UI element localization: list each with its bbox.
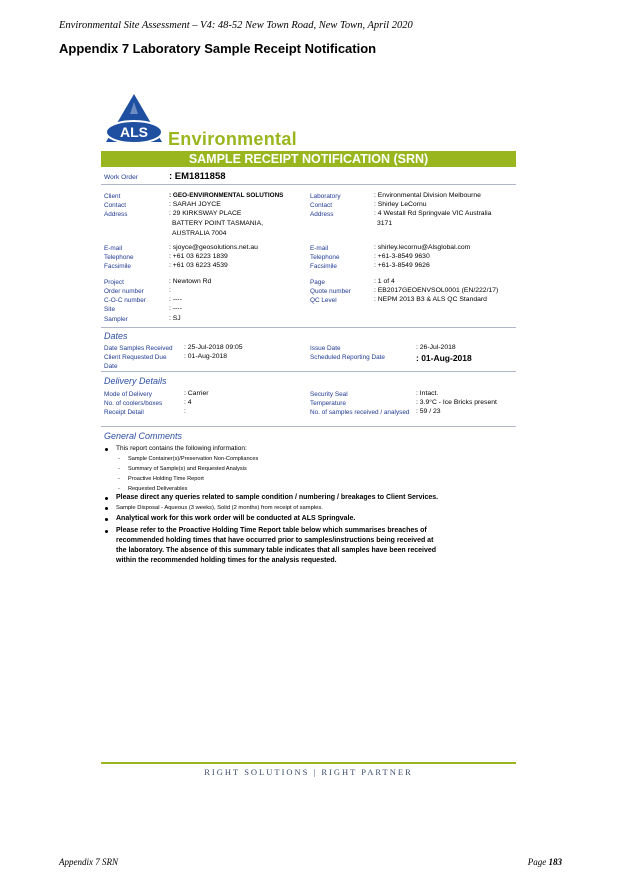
contact-value: : SARAH JOYCE (169, 201, 221, 208)
als-logo (102, 92, 166, 153)
project-value: : Newtown Rd (169, 278, 212, 285)
divider (101, 426, 516, 427)
comment-sub-item: Summary of Sample(s) and Requested Analysis (128, 466, 247, 472)
footer-page-number (480, 857, 562, 867)
quote-number-value: : EB2017GEOENVSOL0001 (EN/222/17) (374, 287, 499, 294)
footer-left: Appendix 7 SRN (59, 857, 118, 867)
footer-page-label: Page (527, 857, 547, 867)
receipt-detail-value: : (184, 408, 186, 415)
dash-icon: - (118, 456, 120, 462)
page-value: : 1 of 4 (374, 278, 395, 285)
site-label: Site (104, 306, 116, 313)
lab-email-value: : shirley.lecornu@Alsglobal.com (374, 244, 471, 251)
security-seal-value: : Intact. (416, 390, 439, 397)
order-number-value: : (169, 287, 171, 294)
contact-label: Contact (104, 202, 127, 209)
laboratory-label: Laboratory (310, 193, 341, 200)
client-requested-due-label: Client Requested Due (104, 354, 167, 361)
comment-sub-item: Requested Deliverables (128, 486, 188, 492)
address-line-3: AUSTRALIA 7004 (172, 230, 227, 237)
work-order-label: Work Order (104, 174, 138, 181)
srn-banner: SAMPLE RECEIPT NOTIFICATION (SRN) (101, 151, 516, 167)
comment-direct-queries: Please direct any queries related to sample condition / numbering / breakages to Client Services. (116, 494, 439, 501)
bullet-icon (105, 530, 108, 533)
qc-level-value: : NEPM 2013 B3 & ALS QC Standard (374, 296, 487, 303)
comment-sub-item: Sample Container(s)/Preservation Non-Compliances (128, 456, 259, 462)
dash-icon: - (118, 466, 120, 472)
samples-received-value: : 59 / 23 (416, 408, 441, 415)
document-header: Environmental Site Assessment – V4: 48-52 New Town Road, New Town, April 2020 (59, 20, 413, 31)
lab-email-label: E-mail (310, 245, 329, 252)
scheduled-reporting-date-label: Scheduled Reporting Date (310, 354, 385, 361)
lab-address-line-1: : 4 Westall Rd Springvale VIC Australia (374, 210, 492, 217)
lab-facsimile-label: Facsimile (310, 263, 337, 270)
telephone-value: : +61 03 6223 1839 (169, 253, 228, 260)
coolers-value: : 4 (184, 399, 192, 406)
qc-level-label: QC Level (310, 297, 337, 304)
dates-heading: Dates (104, 331, 128, 341)
address-line-2: BATTERY POINT TASMANIA, (172, 220, 264, 227)
facsimile-value: : +61 03 6223 4539 (169, 262, 228, 269)
date-received-label: Date Samples Received (104, 345, 173, 352)
footer-rule (101, 762, 516, 764)
facsimile-label: Facsimile (104, 263, 131, 270)
lab-address-line-2: 3171 (377, 220, 393, 227)
lab-telephone-value: : +61-3-8549 9630 (374, 253, 430, 260)
temperature-value: : 3.9°C - Ice Bricks present (416, 399, 497, 406)
email-value: : sjoyce@geosolutions.net.au (169, 244, 258, 251)
lab-telephone-label: Telephone (310, 254, 340, 261)
receipt-detail-label: Receipt Detail (104, 409, 144, 416)
client-label: Client (104, 193, 121, 200)
bullet-icon (105, 497, 108, 500)
comment-refer-line-2: recommended holding times that have occurred prior to samples/instructions being received at (116, 537, 434, 544)
dash-icon: - (118, 476, 120, 482)
divider (101, 371, 516, 372)
quote-number-label: Quote number (310, 288, 351, 295)
coc-number-label: C-O-C number (104, 297, 146, 304)
comment-refer-line-4: within the recommended holding times for the analysis requested. (116, 557, 337, 564)
client-requested-due-label-2: Date (104, 363, 118, 370)
appendix-title: Appendix 7 Laboratory Sample Receipt Notification (59, 41, 377, 56)
coc-number-value: : ---- (169, 296, 182, 303)
lab-address-label: Address (310, 211, 334, 218)
comment-refer-line-1: Please refer to the Proactive Holding Time Report table below which summarises breaches of (116, 527, 427, 534)
order-number-label: Order number (104, 288, 144, 295)
issue-date-label: Issue Date (310, 345, 341, 352)
comment-analytical: Analytical work for this work order will be conducted at ALS Springvale. (116, 515, 356, 522)
divider (101, 327, 516, 328)
bullet-icon (105, 518, 108, 521)
comment-disposal: Sample Disposal - Aqueous (3 weeks), Solid (2 months) from receipt of samples. (116, 505, 323, 511)
bullet-icon (105, 507, 108, 510)
site-value: : ---- (169, 305, 182, 312)
comment-sub-item: Proactive Holding Time Report (128, 476, 204, 482)
brand-environmental: Environmental (168, 129, 297, 149)
logo-text: ALS (120, 124, 148, 140)
comment-refer-line-3: the laboratory. The absence of this summary table indicates that all samples have been received (116, 547, 437, 554)
temperature-label: Temperature (310, 400, 346, 407)
work-order-value: : EM1811858 (169, 171, 226, 182)
bullet-icon (105, 448, 108, 451)
telephone-label: Telephone (104, 254, 134, 261)
security-seal-label: Security Seal (310, 391, 348, 398)
scheduled-reporting-date-value: : 01-Aug-2018 (416, 353, 472, 363)
dash-icon: - (118, 486, 120, 492)
lab-facsimile-value: : +61-3-8549 9626 (374, 262, 430, 269)
lab-contact-label: Contact (310, 202, 333, 209)
divider (101, 184, 516, 185)
footer-page-value: 183 (548, 857, 562, 867)
tagline: RIGHT SOLUTIONS | RIGHT PARTNER (204, 767, 413, 777)
issue-date-value: : 26-Jul-2018 (416, 344, 456, 351)
date-received-value: : 25-Jul-2018 09:05 (184, 344, 243, 351)
page-label: Page (310, 279, 325, 286)
address-line-1: : 29 KIRKSWAY PLACE (169, 210, 242, 217)
client-requested-due-value: : 01-Aug-2018 (184, 353, 228, 360)
project-label: Project (104, 279, 124, 286)
lab-contact-value: : Shirley LeCornu (374, 201, 427, 208)
mode-of-delivery-value: : Carrier (184, 390, 209, 397)
address-label: Address (104, 211, 128, 218)
mode-of-delivery-label: Mode of Delivery (104, 391, 152, 398)
general-comments-heading: General Comments (104, 431, 183, 441)
client-value: : GEO-ENVIRONMENTAL SOLUTIONS (169, 192, 284, 199)
coolers-label: No. of coolers/boxes (104, 400, 163, 407)
laboratory-value: : Environmental Division Melbourne (374, 192, 481, 199)
email-label: E-mail (104, 245, 123, 252)
comment-intro: This report contains the following information: (116, 445, 247, 452)
sampler-value: : SJ (169, 315, 181, 322)
delivery-details-heading: Delivery Details (104, 376, 167, 386)
sampler-label: Sampler (104, 316, 128, 323)
samples-received-label: No. of samples received / analysed (310, 409, 410, 416)
